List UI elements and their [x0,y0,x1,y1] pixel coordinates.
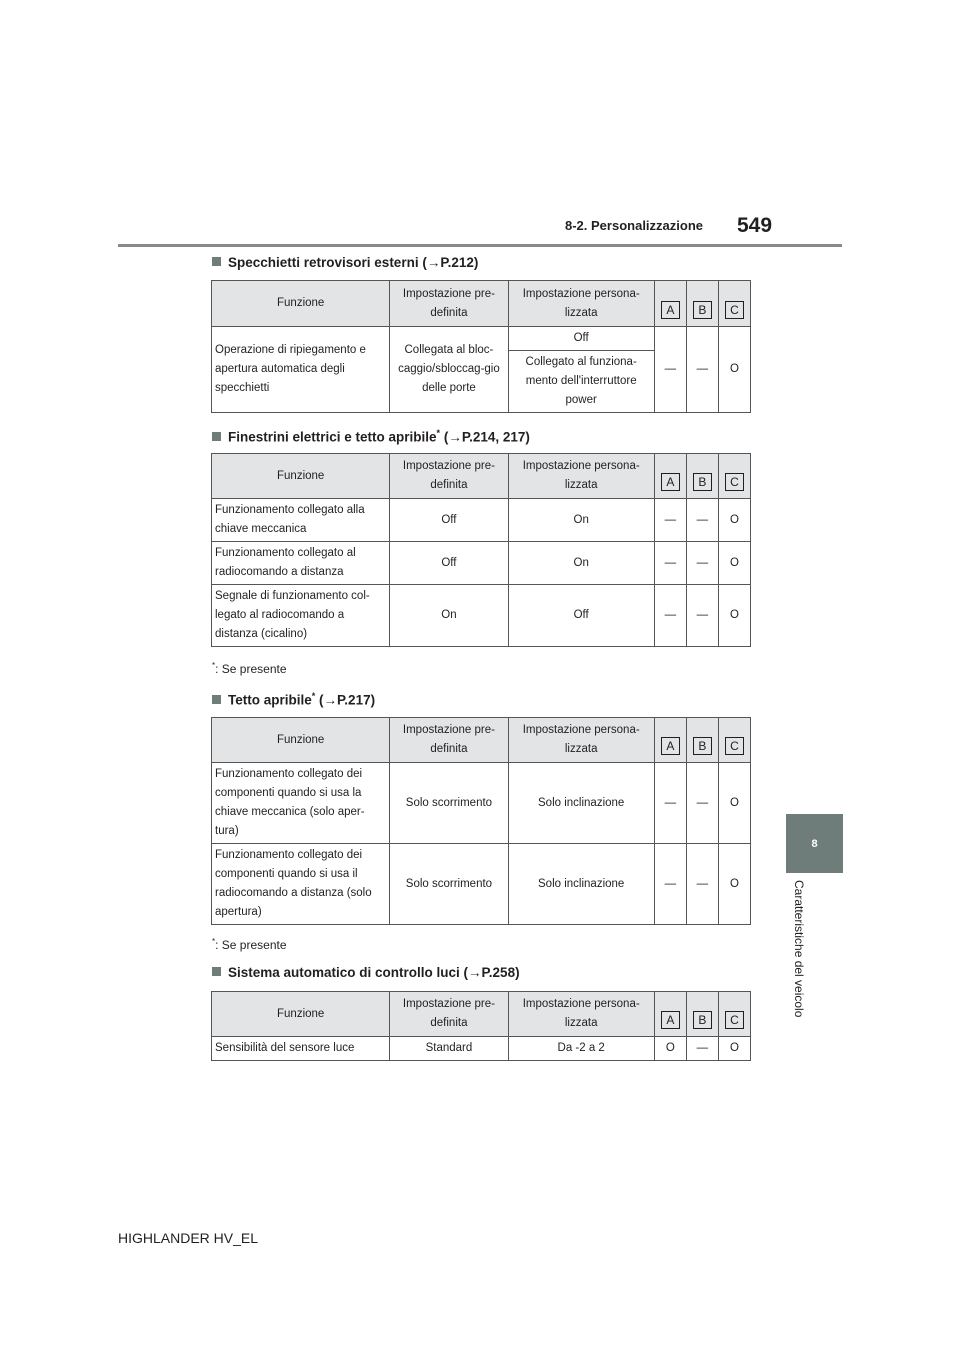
chapter-label: Caratteristiche del veicolo [792,880,806,1018]
bullet-square-icon [212,257,221,266]
footer-model: HIGHLANDER HV_EL [118,1230,259,1246]
header-divider [118,244,842,247]
table-row: Segnale di funzionamento col-legato al radiocomando a distanza (cicalino) On Off — — O [212,585,751,647]
col-a-box: A [661,301,680,319]
section-title-windows: Finestrini elettrici e tetto apribile* (→P.214, 217) [212,428,530,445]
bullet-square-icon [212,967,221,976]
footnote: *: Se presente [212,661,287,676]
footnote: *: Se presente [212,937,287,952]
chapter-tab: 8 [786,814,843,873]
col-funzione: Funzione [212,281,390,327]
section-title-sunroof: Tetto apribile* (→P.217) [212,691,375,708]
bullet-square-icon [212,695,221,704]
table-row: Operazione di ripiegamento e apertura automatica degli specchietti Collegata al bloc-caggio/sbloccag-gio delle porte Off — — O [212,327,751,351]
col-c-box: C [725,301,744,319]
col-custom: Impostazione persona-lizzata [508,281,654,327]
table-row: Sensibilità del sensore luce Standard Da -2 a 2 O — O [212,1037,751,1061]
table-row: Funzionamento collegato dei componenti quando si usa il radiocomando a distanza (solo apertura) Solo scorrimento Solo inclinazione — — O [212,844,751,925]
table-header-row: Funzione Impostazione pre-definita Impostazione persona-lizzata A B C [212,992,751,1037]
table-header-row: Funzione Impostazione pre-definita Impostazione persona-lizzata A B C [212,718,751,763]
table-sunroof [211,717,751,925]
table-row: Funzionamento collegato dei componenti quando si usa la chiave meccanica (solo aper-tura) Solo scorrimento Solo inclinazione — — O [212,763,751,844]
col-b-box: B [693,301,712,319]
table-lights [211,991,751,1061]
page-number: 549 [737,214,773,237]
col-default: Impostazione pre-definita [390,281,508,327]
table-row: Funzionamento collegato al radiocomando a distanza Off On — — O [212,542,751,585]
table-row: Funzionamento collegato alla chiave meccanica Off On — — O [212,499,751,542]
table-header-row [212,281,751,327]
bullet-square-icon [212,432,221,441]
section-title-lights: Sistema automatico di controllo luci (→P.258) [212,965,520,980]
section-header: 8-2. Personalizzazione [565,218,703,233]
table-header-row: Funzione Impostazione pre-definita Impostazione persona-lizzata A B C [212,454,751,499]
section-title-mirrors: Specchietti retrovisori esterni (→P.212) [212,255,478,270]
table-row: Collegato al funziona-mento dell'interruttore power [212,351,751,413]
table-mirrors [211,280,751,413]
table-windows [211,453,751,647]
